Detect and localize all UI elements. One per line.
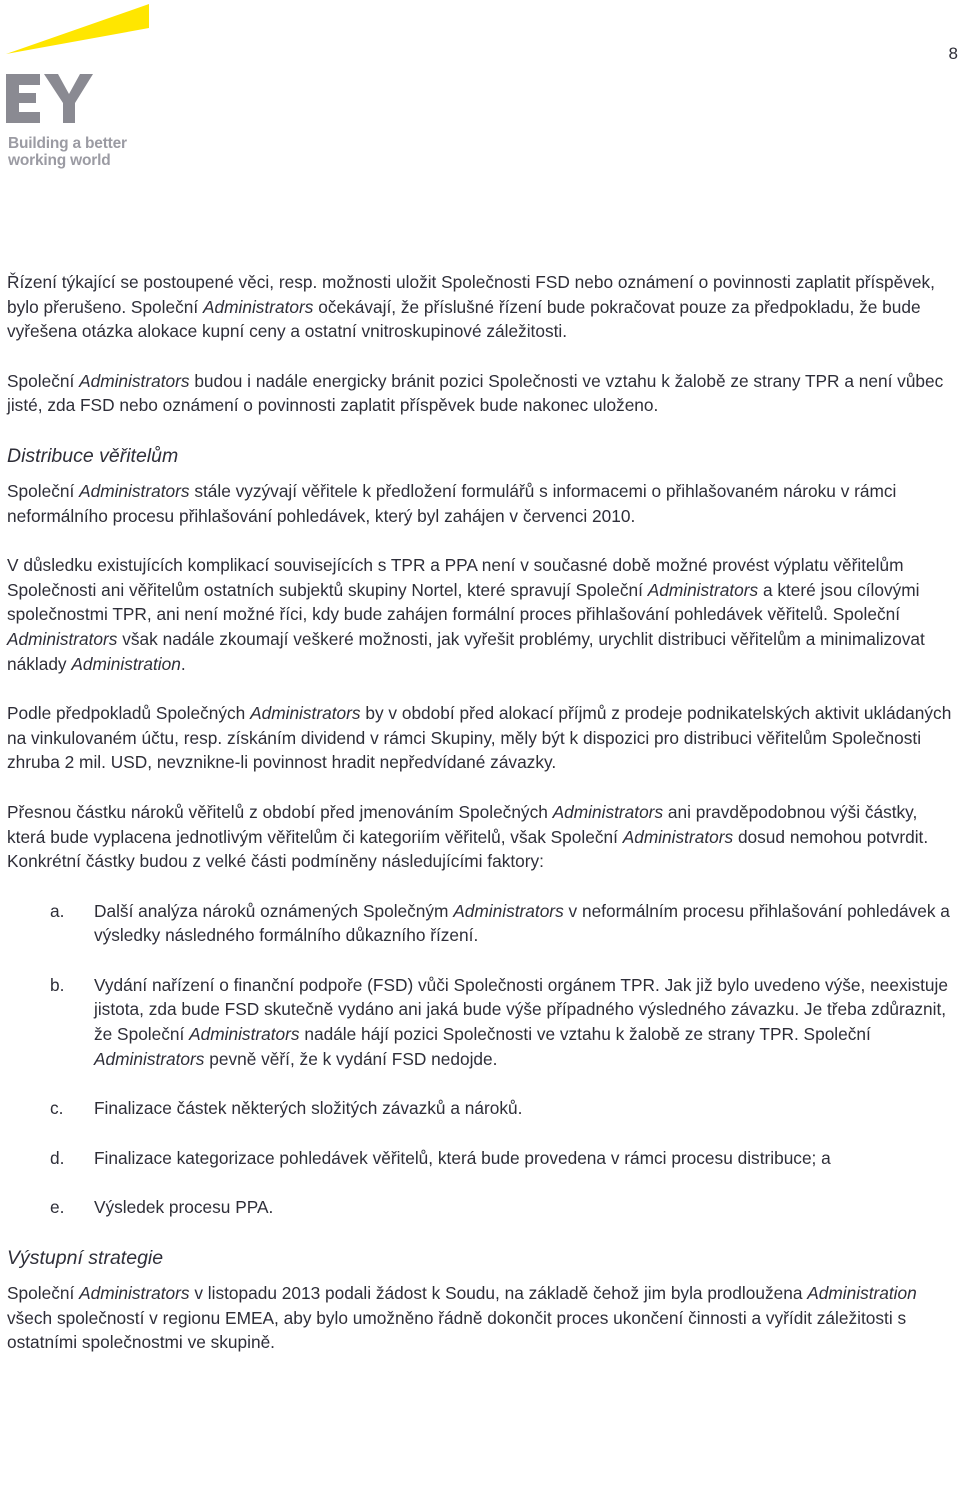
page-number: 8 [948,44,958,63]
italic-term: Administrators [79,370,190,391]
italic-term: Administration [807,1283,917,1304]
ey-tagline: Building a better working world [8,135,127,169]
section-heading-vystupni: Výstupní strategie [7,1247,164,1270]
list-marker: b. [50,974,65,995]
section-heading-distribuce: Distribuce věřitelům [7,444,179,467]
factor-list [7,899,960,1220]
document-body [7,270,960,1380]
paragraph: Společní Administrators stále vyzývají věřitele k předložení formulářů s informacemi o přihlašovaném nároku v rámci neformálního procesu přihlašování pohledávek, který byl zahájen v červenci 2010. [7,480,897,526]
italic-term: Administrators [189,1024,300,1045]
list-item-text: Finalizace kategorizace pohledávek věřitelů, která bude provedena v rámci procesu distribuce; a [94,1147,831,1168]
list-item [7,973,960,1071]
italic-term: Administrators [552,801,664,822]
paragraph: Společní Administrators v listopadu 2013 podali žádost k Soudu, na základě čehož jim byla prodloužena Administration všech společností v regionu EMEA, aby bylo umožněno řádně dokončit proces ukončení činnosti a vyřídit záležitosti s ostatními společnostmi ve skupině. [7,1283,917,1353]
ey-logo [6,4,156,174]
paragraph: V důsledku existujících komplikací souvisejících s TPR a PPA není v současné době možné provést výplatu věřitelům Společnosti ani věřitelům ostatních subjektů skupiny Nortel, které spravují Společní Administrators a které jsou cílovými společnostmi TPR, ani není možné říci, kdy bude zahájen formální proces přihlašování pohledávek věřitelů. Společní Administrators však nadále zkoumají veškeré možnosti, jak vyřešit problémy, urychlit distribuci věřitelům a minimalizovat náklady Administration. [7,555,925,674]
italic-term: Administrators [79,1283,190,1304]
italic-term: Administrators [79,480,190,501]
list-marker: c. [50,1098,64,1119]
paragraph: Řízení týkající se postoupené věci, resp. možnosti uložit Společnosti FSD nebo oznámení o povinnosti zaplatit příspěvek, bylo přerušeno. Společní Administrators očekávají, že příslušné řízení bude pokračovat pouze za předpokladu, že bude vyřešena otázka alokace kupní ceny a ostatní vnitroskupinové záležitosti. [7,272,935,342]
italic-term: Administrators [453,900,564,921]
list-item-text: Vydání nařízení o finanční podpoře (FSD) vůči Společnosti orgánem TPR. Jak již bylo uvedeno výše, neexistuje jistota, zda bude FSD skutečně vydáno ani jaká bude výše případného výsledného závazku. Je třeba zdůraznit, že Společní Administrators nadále hájí pozici Společnosti ve vztahu k žalobě ze strany TPR. Společní Administrators pevně věří, že k vydání FSD nedojde. [94,974,948,1069]
list-item [7,1096,960,1121]
ey-logo-beam [6,4,149,54]
list-marker: d. [50,1147,65,1168]
italic-term: Administrators [250,703,361,724]
italic-term: Administrators [202,296,314,317]
paragraph: Podle předpokladů Společných Administrators by v období před alokací příjmů z prodeje podnikatelských aktivit ukládaných na vinkulovaném účtu, resp. získáním dividend v rámci Skupiny, měly být k dispozici pro distribuci věřitelům Společnosti zhruba 2 mil. USD, nevznikne-li povinnost hradit nepředvídané závazky. [7,703,952,773]
paragraph: Společní Administrators budou i nadále energicky bránit pozici Společnosti ve vztahu k žalobě ze strany TPR a není vůbec jisté, zda FSD nebo oznámení o povinnosti zaplatit příspěvek bude nakonec uloženo. [7,370,944,416]
list-item [7,1146,960,1171]
italic-term: Administrators [94,1048,205,1069]
list-marker: e. [50,1197,65,1218]
italic-term: Administrators [7,628,118,649]
italic-term: Administration [71,653,181,674]
list-item [7,1195,960,1220]
italic-term: Administrators [622,826,734,847]
list-item [7,899,960,948]
list-item-text: Výsledek procesu PPA. [94,1197,274,1218]
italic-term: Administrators [647,579,759,600]
list-item-text: Finalizace částek některých složitých závazků a nároků. [94,1098,523,1119]
list-item-text: Další analýza nároků oznámených Společným Administrators v neformálním procesu přihlašování pohledávek a výsledky následného formálního důkazního řízení. [94,900,950,946]
ey-logo-letters [6,74,93,123]
ey-logo-mark [6,4,156,134]
paragraph: Přesnou částku nároků věřitelů z období před jmenováním Společných Administrators ani pravděpodobnou výši částky, která bude vyplacena jednotlivým věřitelům či kategoriím věřitelů, však Společní Administrators dosud nemohou potvrdit. Konkrétní částky budou z velké části podmíněny následujícími faktory: [7,801,929,872]
list-marker: a. [50,900,65,921]
